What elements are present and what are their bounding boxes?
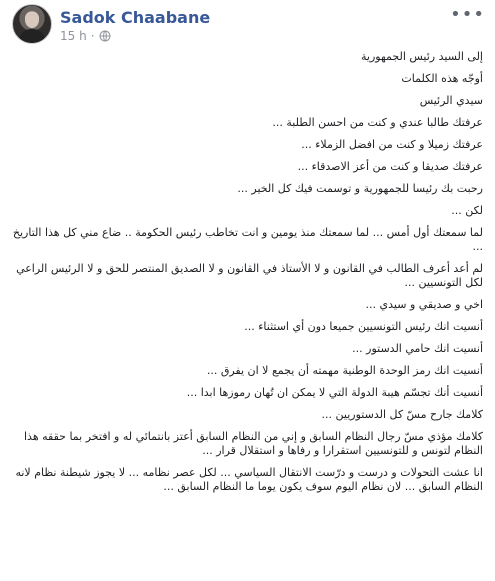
paragraph: سيدي الرئيس [419, 94, 483, 107]
paragraph: أنسيت انك حامي الدستور ... [352, 342, 483, 355]
post-meta [60, 29, 111, 43]
paragraph: أنسيت أنك تجسّم هيبة الدولة التي لا يمكن ان تُهان رموزها ابدا ... [186, 386, 483, 399]
paragraph: أوجّه هذه الكلمات [401, 72, 483, 85]
paragraph: رحبت بك رئيسا للجمهورية و توسمت فيك كل الخير ... [237, 182, 483, 195]
paragraph: عرفتك زميلا و كنت من افضل الزملاء ... [301, 138, 483, 151]
author-name[interactable]: Sadok Chaabane [60, 8, 211, 27]
paragraph: كلامك جارح مسّ كل الدستوريين ... [321, 408, 483, 421]
paragraph: كلامك مؤذي مسّ رجال النظام السابق و إني من النظام السابق أعتز بانتمائي له و افتخر بما حققه هذا النظام لتونس و للتونسيين استقرارا و رفاها و استقلال قرار ... [20, 430, 483, 457]
post-time[interactable]: 15 h [60, 29, 87, 43]
avatar-face [25, 12, 39, 28]
avatar[interactable] [12, 4, 52, 44]
globe-icon[interactable] [99, 30, 111, 42]
post-header [0, 0, 495, 50]
paragraph: عرفتك صديقا و كنت من أعز الاصدقاء ... [297, 160, 483, 173]
paragraph: لم أعد أعرف الطالب في القانون و لا الأستاذ في القانون و لا الصديق المنتصر للحق و لا الرئيس الراعي لكل التونسيين ... [12, 262, 483, 289]
paragraph: اخي و صديقي و سيدي ... [365, 298, 483, 311]
paragraph: عرفتك طالبا عندي و كنت من احسن الطلبة ... [272, 116, 483, 129]
paragraph: أنسيت انك رمز الوحدة الوطنية مهمته أن يجمع لا ان يفرق ... [206, 364, 483, 377]
post-content [9, 50, 483, 502]
more-options-icon[interactable]: ••• [450, 4, 485, 25]
paragraph: أنسيت انك رئيس التونسيين جميعا دون أي استثناء ... [244, 320, 483, 333]
paragraph: لما سمعتك أول أمس ... لما سمعتك منذ يومين و انت تخاطب رئيس الحكومة .. ضاع مني كل هذا التاريخ ... [9, 226, 483, 253]
avatar-suit [19, 29, 45, 44]
meta-separator: · [90, 29, 95, 43]
paragraph: إلى السيد رئيس الجمهورية [361, 50, 483, 63]
paragraph: لكن ... [451, 204, 483, 217]
paragraph: انا عشت التحولات و درست و درّست الانتقال السياسي ... لكل عصر نظامه ... لا يجوز شيطنة نظام لانه النظام السابق ... لان نظام اليوم سوف يكون يوما ما النظام السابق ... [11, 466, 483, 493]
